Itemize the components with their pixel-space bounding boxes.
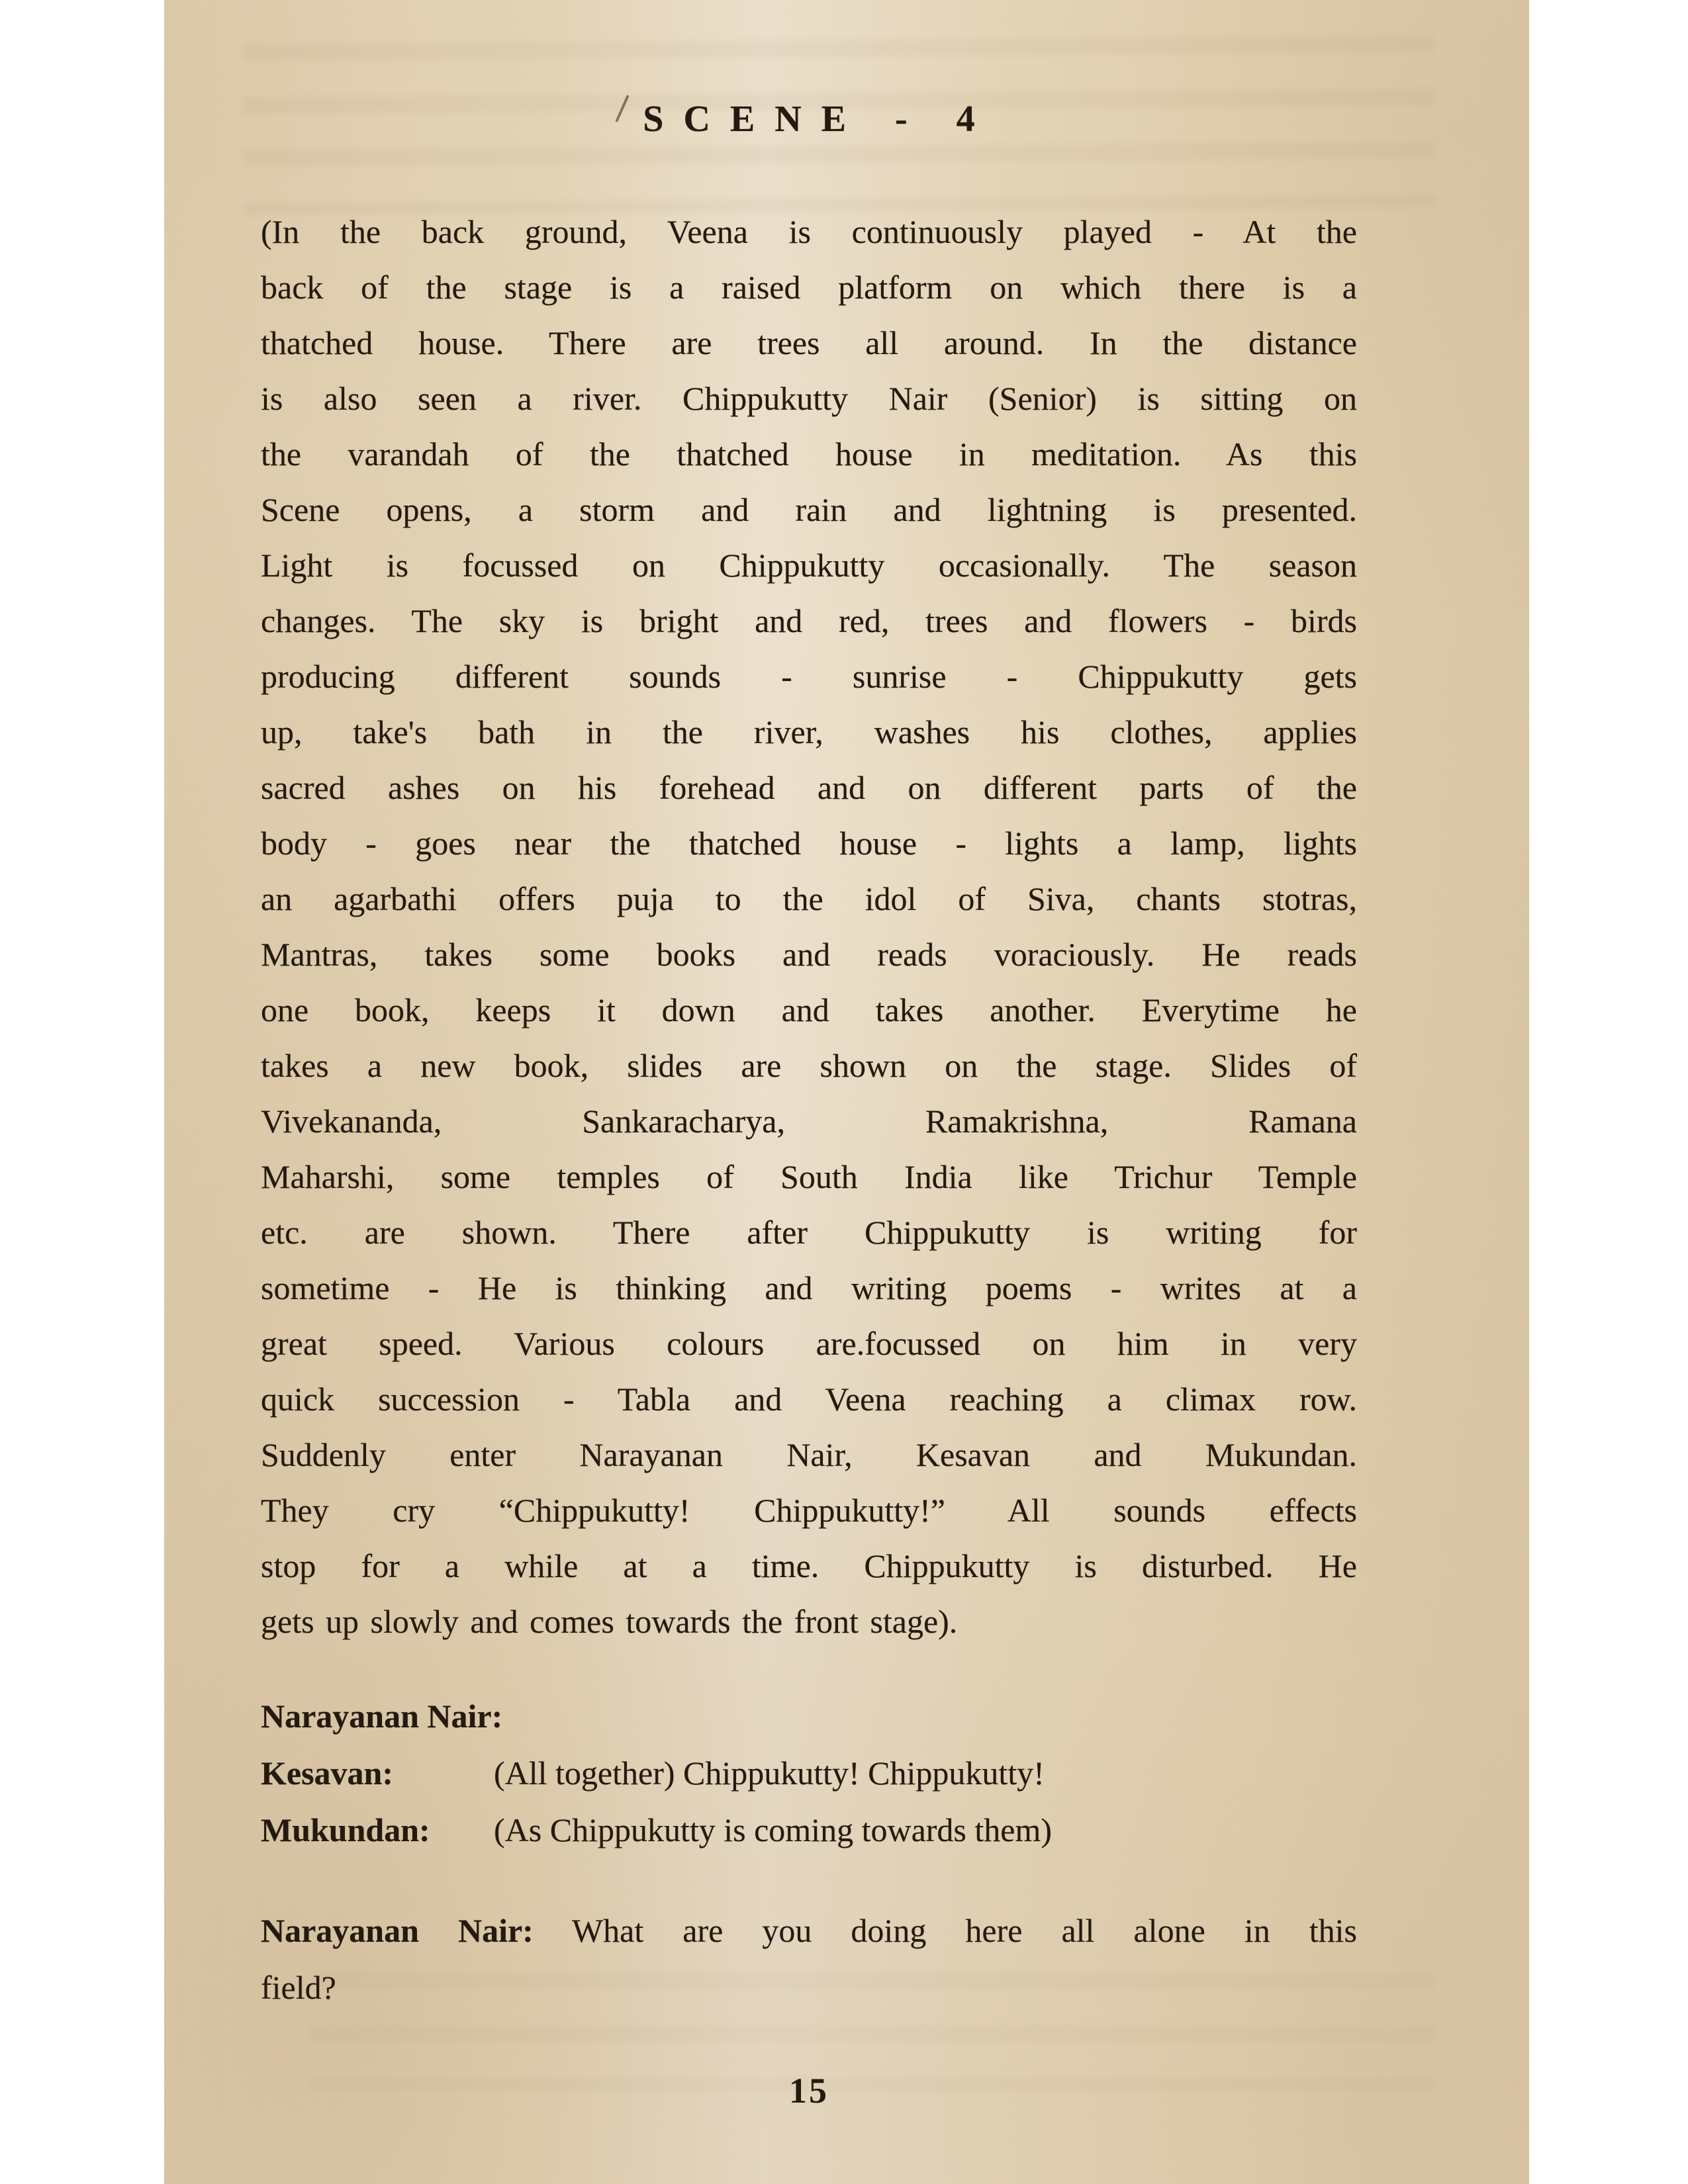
text-line: thatched house. There are trees all around. In the distance — [261, 324, 1357, 361]
text-line: etc. are shown. There after Chippukutty is writing for — [261, 1214, 1357, 1251]
page-number: 15 — [789, 2071, 829, 2111]
text-line: Vivekananda, Sankaracharya, Ramakrishna, Ramana — [261, 1103, 1357, 1140]
text-line: sometime - He is thinking and writing poems - writes at a — [261, 1269, 1357, 1306]
text-line: They cry “Chippukutty! Chippukutty!” All sounds effects — [261, 1492, 1357, 1529]
paper-sheet — [164, 0, 1529, 2184]
text-line: takes a new book, slides are shown on the stage. Slides of — [261, 1047, 1357, 1084]
final-speech — [261, 1902, 1357, 2016]
speaker-label: Narayanan Nair: — [261, 1698, 503, 1735]
speech-text: What are you doing here all alone in this — [571, 1912, 1357, 1949]
text-line: Maharshi, some temples of South India like Trichur Temple — [261, 1158, 1357, 1195]
text-line: up, take's bath in the river, washes his clothes, applies — [261, 713, 1357, 751]
speech-row — [261, 1688, 1357, 1745]
text-line: body - goes near the thatched house - lights a lamp, lights — [261, 825, 1357, 862]
speech-row — [261, 1745, 1357, 1801]
text-line: is also seen a river. Chippukutty Nair (Senior) is sitting on — [261, 380, 1357, 417]
speech-row — [261, 1801, 1357, 1858]
speech-text — [502, 1688, 1357, 1745]
page-text-block — [261, 0, 1357, 2016]
text-line: one book, keeps it down and takes another. Everytime he — [261, 991, 1357, 1028]
text-line: back of the stage is a raised platform on which there is a — [261, 269, 1357, 306]
text-line: the varandah of the thatched house in meditation. As this — [261, 435, 1357, 473]
text-line: sacred ashes on his forehead and on different parts of the — [261, 769, 1357, 806]
text-line: quick succession - Tabla and Veena reaching a climax row. — [261, 1381, 1357, 1418]
text-line: changes. The sky is bright and red, trees and flowers - birds — [261, 602, 1357, 639]
speaker-label: Narayanan Nair: — [261, 1912, 534, 1949]
text-line — [261, 1902, 1357, 1959]
speaker-label: Mukundan: — [261, 1811, 430, 1848]
text-line: Suddenly enter Narayanan Nair, Kesavan and Mukundan. — [261, 1436, 1357, 1473]
text-line: Mantras, takes some books and reads voraciously. He reads — [261, 936, 1357, 973]
speech-text: (All together) Chippukutty! Chippukutty! — [494, 1754, 1045, 1792]
text-line: an agarbathi offers puja to the idol of Siva, chants stotras, — [261, 880, 1357, 917]
stage-directions-paragraph — [261, 204, 1357, 1649]
text-line: (In the back ground, Veena is continuously played - At the — [261, 213, 1357, 250]
text-line: producing different sounds - sunrise - Chippukutty gets — [261, 658, 1357, 695]
text-line: great speed. Various colours are.focussed on him in very — [261, 1325, 1357, 1362]
text-line: gets up slowly and comes towards the front stage). — [261, 1603, 958, 1640]
text-line: stop for a while at a time. Chippukutty is disturbed. He — [261, 1547, 1357, 1584]
text-line: Light is focussed on Chippukutty occasionally. The season — [261, 547, 1357, 584]
text-line: Scene opens, a storm and rain and lightning is presented. — [261, 491, 1357, 528]
dialogue-block — [261, 1688, 1357, 1858]
speaker-label: Kesavan: — [261, 1754, 393, 1792]
text-line: field? — [261, 1969, 336, 2006]
speech-text: (As Chippukutty is coming towards them) — [494, 1811, 1052, 1848]
scene-heading: SCENE - 4 — [643, 99, 995, 140]
